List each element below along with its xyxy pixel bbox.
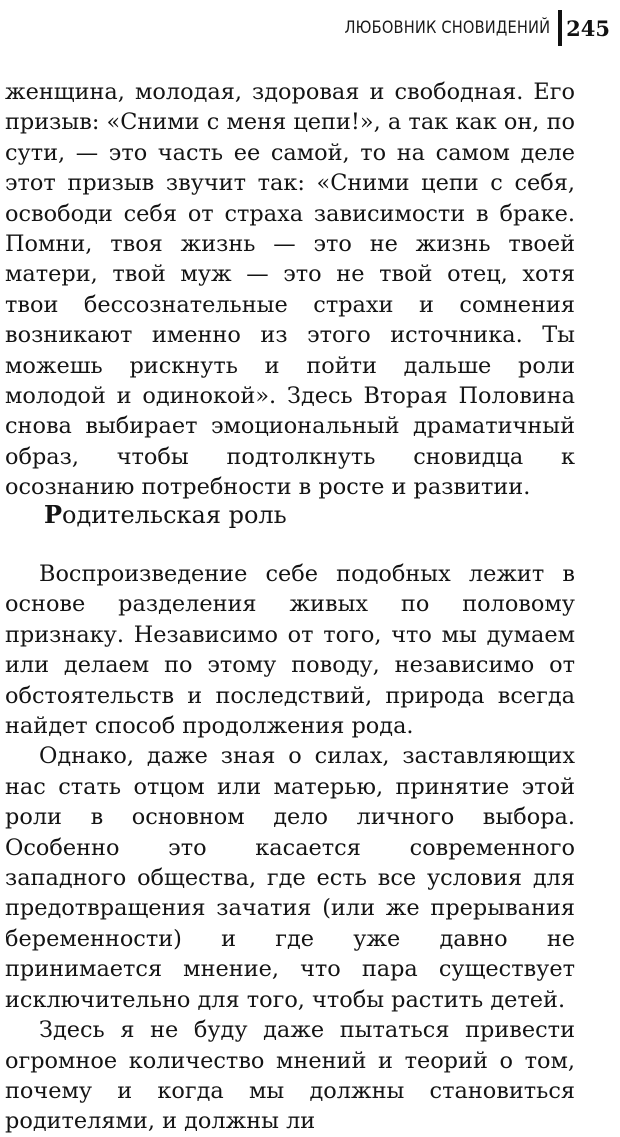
section-body bbox=[5, 559, 575, 1137]
paragraph: Здесь я не буду даже пытаться привести огромное количество мнений и теорий о том, почему и когда мы должны становиться родителями, и должны ли bbox=[5, 1017, 575, 1135]
section-heading bbox=[44, 500, 287, 529]
paragraph: Воспроизведение себе подобных лежит в основе разделения живых по половому признаку. Независимо от того, что мы думаем или делаем по этому поводу, независимо от обстоятельств и последствий, природа всегда найдет способ продолжения рода. bbox=[5, 561, 575, 740]
running-head bbox=[311, 8, 610, 48]
heading-first-letter: Р bbox=[44, 500, 63, 529]
page-number: 245 bbox=[566, 15, 610, 41]
paragraph: Однако, даже зная о силах, заставляющих нас стать отцом или матерью, принятие этой роли в основном дело личного выбора. Особенно это касается современного западного общества, где есть все условия для предотвращения зачатия (или же прерывания беременности) и где уже давно не принимается мнение, что пара существует исключительно для того, чтобы растить детей. bbox=[5, 743, 575, 1013]
running-title: ЛЮБОВНИК СНОВИДЕНИЙ bbox=[344, 18, 551, 38]
header-divider bbox=[558, 10, 562, 46]
heading-rest: одительская роль bbox=[62, 501, 287, 529]
continuation-text bbox=[5, 77, 575, 503]
paragraph: женщина, молодая, здоровая и свободная. Его призыв: «Сними с меня цепи!», а так как он, по сути, — это часть ее самой, то на самом деле этот призыв звучит так: «Сними цепи с себя, освободи себя от страха зависимости в браке. Помни, твоя жизнь — это не жизнь твоей матери, твой муж — это не твой отец, хотя твои бессознательные страхи и сомнения возникают именно из этого источника. Ты можешь рискнуть и пойти дальше роли молодой и одинокой». Здесь Вторая Половина снова выбирает эмоциональный драматичный образ, чтобы подтолкнуть сновидца к осознанию потребности в росте и развитии. bbox=[5, 79, 575, 501]
